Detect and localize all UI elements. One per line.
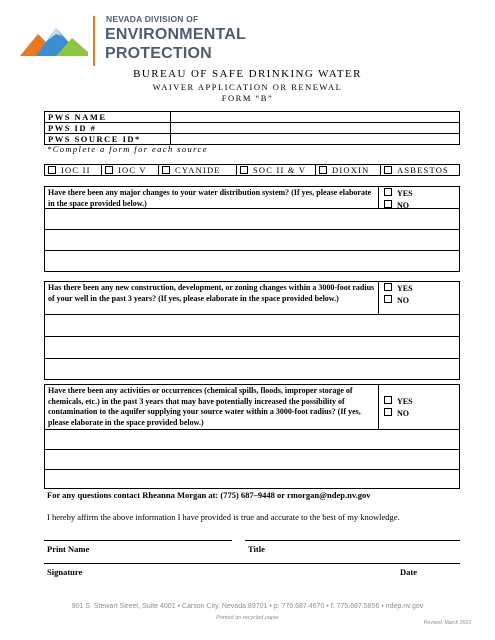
pws-id-label: PWS ID # [45, 123, 171, 134]
question-3-row [45, 385, 459, 430]
question-3-no-option[interactable] [384, 408, 459, 420]
question-1-row [45, 187, 459, 209]
bureau-title: BUREAU OF SAFE DRINKING WATER [133, 68, 362, 80]
question-2-row [45, 282, 459, 315]
pws-source-id-row [45, 134, 460, 145]
checkbox-ioc-v[interactable] [102, 165, 159, 175]
checkbox-ioc-ii[interactable] [45, 165, 102, 175]
pws-name-field[interactable] [171, 112, 460, 123]
contaminant-label: CYANIDE [175, 165, 221, 175]
pws-source-id-field[interactable] [171, 134, 460, 145]
contaminant-label: ASBESTOS [397, 165, 449, 175]
question-2-answer-line-3[interactable] [45, 359, 459, 379]
pws-info-table [44, 111, 460, 145]
logo-agency-line2: ENVIRONMENTAL [105, 26, 246, 43]
question-3-answer [379, 385, 459, 429]
pws-name-row [45, 112, 460, 123]
contaminant-label: IOC II [61, 165, 91, 175]
date-label: Date [400, 567, 417, 577]
checkbox-cyanide[interactable] [159, 165, 237, 175]
checkbox-icon [48, 166, 56, 174]
question-3-answer-line-2[interactable] [45, 450, 459, 470]
checkbox-icon [384, 188, 392, 196]
footer-recycled-note: Printed on recycled paper [216, 615, 279, 621]
print-name-label: Print Name [47, 544, 90, 554]
contaminant-label: DIOXIN [332, 165, 370, 175]
pws-source-id-label: PWS SOURCE ID* [45, 134, 171, 145]
question-1-answer [379, 187, 459, 208]
yes-label: YES [397, 189, 413, 198]
question-2-text: Has there been any new construction, development, or zoning changes within a 3000-foot radius of your well in the past 3 years? (If yes, please elaborate in the space provided below.) [45, 282, 379, 314]
ndep-mountain-logo-icon [18, 18, 90, 60]
contaminant-checklist [44, 164, 460, 176]
checkbox-icon [162, 166, 170, 174]
question-1-answer-line-3[interactable] [45, 251, 459, 271]
question-1-answer-line-2[interactable] [45, 230, 459, 251]
logo-divider [93, 16, 95, 66]
footer-revised-date: Revised: March 2022 [423, 620, 471, 626]
checkbox-soc-ii-v[interactable] [237, 165, 316, 175]
question-1-table [44, 186, 460, 272]
checkbox-icon [384, 166, 392, 174]
question-3-answer-line-1[interactable] [45, 430, 459, 450]
checkbox-icon [384, 408, 392, 416]
logo-agency-line3: PROTECTION [105, 45, 212, 62]
yes-label: YES [397, 284, 413, 293]
question-2-yes-option[interactable] [384, 283, 459, 295]
no-label: NO [397, 200, 409, 210]
title-label: Title [248, 544, 265, 554]
question-2-answer-line-1[interactable] [45, 315, 459, 337]
checkbox-icon [384, 396, 392, 404]
question-3-yes-option[interactable] [384, 396, 459, 408]
question-1-answer-line-1[interactable] [45, 209, 459, 230]
checkbox-dioxin[interactable] [316, 165, 381, 175]
form-name: FORM “B” [221, 93, 274, 103]
affirmation-statement: I hereby affirm the above information I have provided is true and accurate to the best of my knowledge. [47, 512, 400, 522]
question-3-answer-line-3[interactable] [45, 470, 459, 488]
checkbox-icon [319, 166, 327, 174]
question-2-answer [379, 282, 459, 314]
pws-id-field[interactable] [171, 123, 460, 134]
source-note: *Complete a form for each source [47, 144, 208, 154]
no-label: NO [397, 295, 409, 305]
checkbox-icon [240, 166, 248, 174]
question-1-no-option[interactable] [384, 200, 459, 212]
checkbox-asbestos[interactable] [381, 165, 459, 175]
checkbox-icon [105, 166, 113, 174]
signature-label: Signature [47, 567, 83, 577]
yes-label: YES [397, 397, 413, 406]
contaminant-label: IOC V [118, 165, 147, 175]
contaminant-label: SOC II & V [253, 165, 307, 175]
title-line[interactable] [245, 540, 460, 541]
question-1-text: Have there been any major changes to your water distribution system? (If yes, please elaborate in the space provided below.) [45, 187, 379, 208]
form-subtitle: WAIVER APPLICATION OR RENEWAL [152, 82, 343, 92]
logo-agency-line1: NEVADA DIVISION OF [106, 14, 199, 24]
question-2-no-option[interactable] [384, 295, 459, 307]
pws-id-row [45, 123, 460, 134]
pws-name-label: PWS NAME [45, 112, 171, 123]
question-3-text: Have there been any activities or occurrences (chemical spills, floods, improper storage of chemicals, etc.) in the past 3 years that may have potentially increased the possibility of contamination to the aquifer supplying your source water within a 3000-foot radius? (If yes, please elaborate in the space provided below.) [45, 385, 379, 429]
question-2-answer-line-2[interactable] [45, 337, 459, 359]
signature-line[interactable] [44, 563, 460, 564]
no-label: NO [397, 408, 409, 418]
question-2-table [44, 281, 460, 380]
footer-address: 901 S. Stewart Street, Suite 4001 • Carson City, Nevada 89701 • p: 775.687.4670 • f: 775.687.5856 • ndep.nv.gov [71, 603, 424, 610]
checkbox-icon [384, 200, 392, 208]
contact-info: For any questions contact Rheanna Morgan at: (775) 687–9448 or rmorgan@ndep.nv.gov [47, 490, 371, 500]
checkbox-icon [384, 295, 392, 303]
question-3-table [44, 384, 460, 489]
question-1-yes-option[interactable] [384, 188, 459, 200]
print-name-line[interactable] [44, 540, 232, 541]
checkbox-icon [384, 283, 392, 291]
